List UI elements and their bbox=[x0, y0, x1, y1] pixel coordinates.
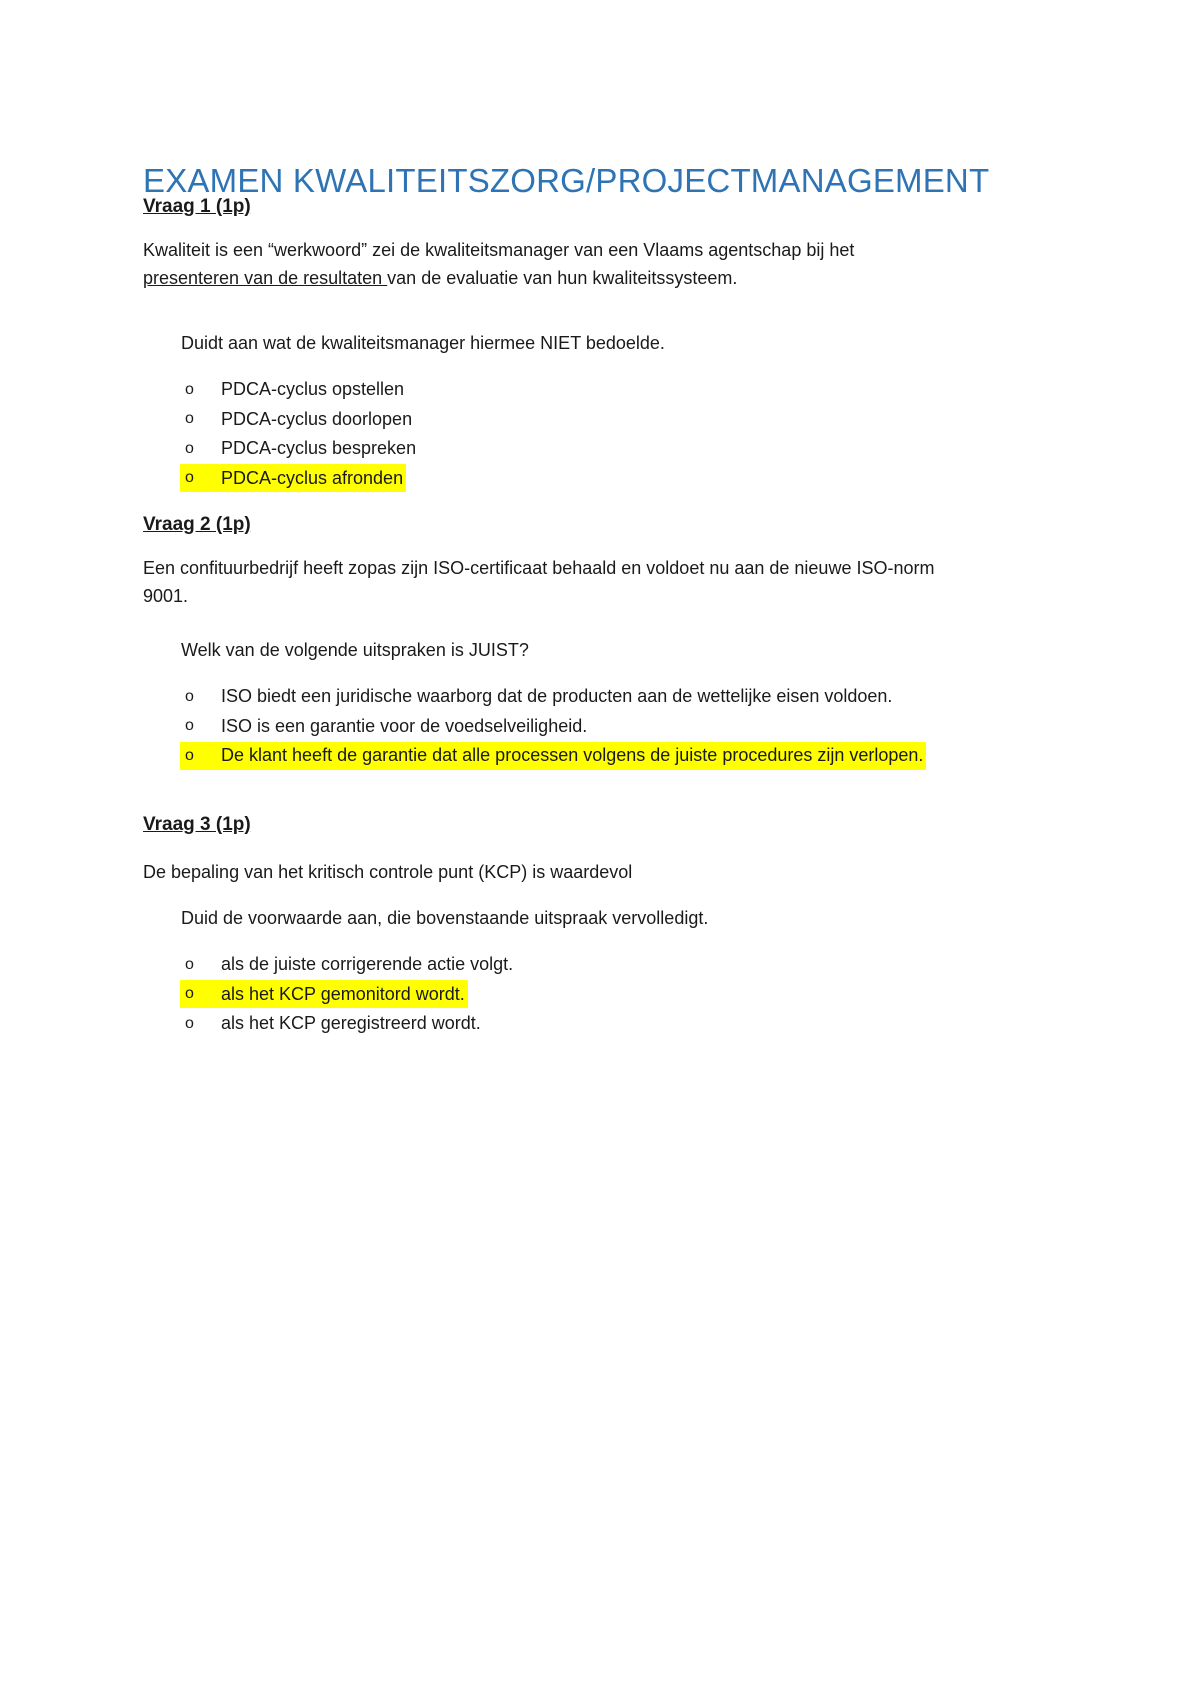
bullet-icon: o bbox=[185, 955, 194, 973]
question-3-heading: Vraag 3 (1p) bbox=[143, 814, 251, 835]
option-item[interactable] bbox=[180, 950, 516, 980]
bullet-icon: o bbox=[185, 1014, 194, 1032]
question-2-text-line2: 9001. bbox=[143, 586, 189, 606]
bullet-icon: o bbox=[185, 380, 194, 398]
question-2-instruction: Welk van de volgende uitspraken is JUIST? bbox=[181, 640, 529, 660]
bullet-icon: o bbox=[185, 439, 194, 457]
option-label: PDCA-cyclus afronden bbox=[221, 467, 404, 488]
option-item[interactable] bbox=[180, 682, 926, 712]
question-1-options bbox=[180, 375, 419, 493]
option-label: ISO biedt een juridische waarborg dat de producten aan de wettelijke eisen voldoen. bbox=[221, 686, 893, 707]
question-3-options bbox=[180, 950, 516, 1039]
bullet-icon: o bbox=[185, 717, 194, 735]
bullet-icon: o bbox=[185, 469, 194, 487]
option-item[interactable] bbox=[180, 405, 419, 435]
option-label: als het KCP geregistreerd wordt. bbox=[221, 1013, 481, 1034]
option-item[interactable] bbox=[180, 434, 419, 464]
question-1-underlined-phrase: presenteren van de resultaten bbox=[143, 268, 388, 288]
question-1-text-line2: van de evaluatie van hun kwaliteitssysteem. bbox=[387, 268, 738, 288]
option-item[interactable] bbox=[180, 375, 419, 405]
option-label: ISO is een garantie voor de voedselveiligheid. bbox=[221, 715, 588, 736]
option-item[interactable] bbox=[180, 712, 926, 742]
document-title: EXAMEN KWALITEITSZORG/PROJECTMANAGEMENT bbox=[143, 162, 990, 199]
question-1-text-line1: Kwaliteit is een “werkwoord” zei de kwaliteitsmanager van een Vlaams agentschap bij het bbox=[143, 240, 855, 260]
option-label: De klant heeft de garantie dat alle processen volgens de juiste procedures zijn verlopen. bbox=[221, 745, 924, 766]
option-item-highlighted[interactable] bbox=[180, 464, 419, 494]
bullet-icon: o bbox=[185, 687, 194, 705]
question-2-text bbox=[143, 554, 934, 610]
bullet-icon: o bbox=[185, 746, 194, 764]
option-label: PDCA-cyclus opstellen bbox=[221, 379, 405, 400]
bullet-icon: o bbox=[185, 985, 194, 1003]
question-1-instruction: Duidt aan wat de kwaliteitsmanager hiermee NIET bedoelde. bbox=[181, 333, 665, 353]
question-2-options bbox=[180, 682, 926, 771]
option-item[interactable] bbox=[180, 1009, 516, 1039]
option-label: als het KCP gemonitord wordt. bbox=[221, 983, 465, 1004]
option-item-highlighted[interactable] bbox=[180, 741, 926, 771]
question-3-text-line1: De bepaling van het kritisch controle punt (KCP) is waardevol bbox=[143, 862, 633, 882]
question-1-text bbox=[143, 236, 854, 292]
question-3-text bbox=[143, 858, 632, 886]
option-label: PDCA-cyclus bespreken bbox=[221, 438, 417, 459]
option-label: PDCA-cyclus doorlopen bbox=[221, 408, 413, 429]
question-2-heading: Vraag 2 (1p) bbox=[143, 514, 251, 535]
option-item-highlighted[interactable] bbox=[180, 980, 516, 1010]
question-3-instruction: Duid de voorwaarde aan, die bovenstaande uitspraak vervolledigt. bbox=[181, 908, 709, 928]
bullet-icon: o bbox=[185, 410, 194, 428]
option-label: als de juiste corrigerende actie volgt. bbox=[221, 954, 514, 975]
question-1-heading: Vraag 1 (1p) bbox=[143, 196, 251, 217]
question-2-text-line1: Een confituurbedrijf heeft zopas zijn ISO-certificaat behaald en voldoet nu aan de nieuwe ISO-norm bbox=[143, 558, 935, 578]
